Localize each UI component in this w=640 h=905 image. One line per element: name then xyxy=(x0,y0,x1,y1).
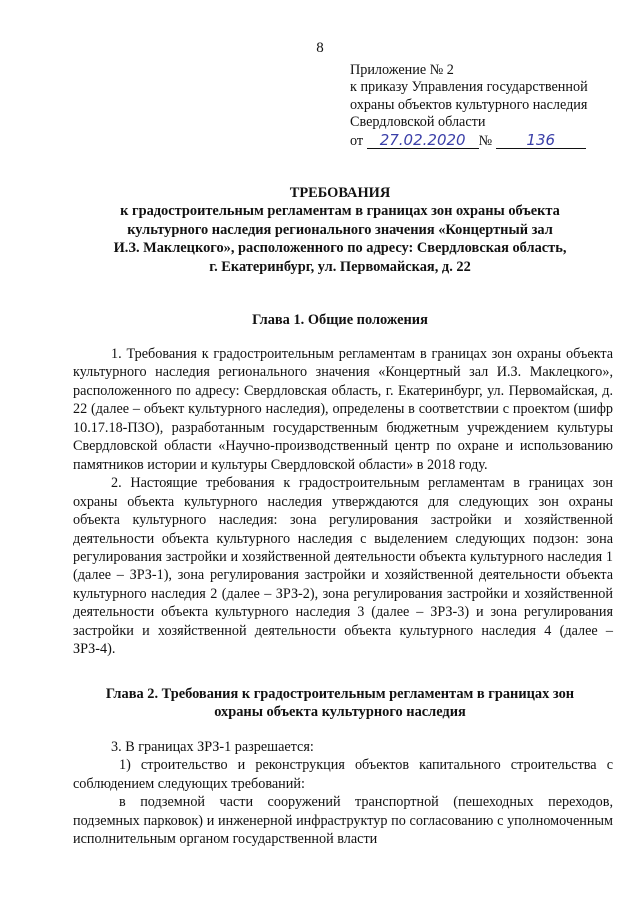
chapter1-heading: Глава 1. Общие положения xyxy=(252,312,428,328)
chapter2-body xyxy=(73,738,613,849)
handwritten-date: 27.02.2020 xyxy=(379,130,466,149)
page-number: 8 xyxy=(316,40,324,56)
date-field xyxy=(367,132,479,149)
title-line: ТРЕБОВАНИЯ xyxy=(289,185,391,201)
title-line: г. Екатеринбург, ул. Первомайская, д. 22 xyxy=(209,258,471,275)
document-title xyxy=(60,184,620,276)
chapter2-heading-line: охраны объекта культурного наследия xyxy=(214,704,466,721)
number-label: № xyxy=(478,132,493,149)
paragraph-1: 1. Требования к градостроительным регламентам в границах зон охраны объекта культурного наследия регионального значения «Концертный зал И.З. Маклецкого», расположенного по адресу: Свердловская область, г. Екатеринбург, ул. Первомайская, д. 22 (далее – объект культурного наследия), определены в соответствии с проектом (шифр 10.17.18-ПЗО), разработанным государственным бюджетным учреждением культуры Свердловской области «Научно-производственный центр по охране и использованию памятников истории и культуры Свердловской области» в 2018 году. xyxy=(73,346,613,473)
title-line: культурного наследия регионального значения «Концертный зал xyxy=(127,221,553,238)
sub-item: в подземной части сооружений транспортной (пешеходных переходов, подземных парковок) и инженерной инфраструктур по согласованию с уполномоченным исполнительным органом государственной власти xyxy=(73,794,613,848)
paragraph-3: 3. В границах ЗРЗ-1 разрешается: xyxy=(111,739,314,755)
number-field xyxy=(496,132,586,149)
chapter2-heading-line: Глава 2. Требования к градостроительным регламентам в границах зон xyxy=(105,686,575,702)
appendix-line: к приказу Управления государственной xyxy=(350,79,588,96)
appendix-line: Свердловской области xyxy=(350,114,486,131)
appendix-line: Приложение № 2 xyxy=(350,62,454,78)
appendix-block xyxy=(350,62,630,150)
item-1: 1) строительство и реконструкция объектов капитального строительства с соблюдением следующих требований: xyxy=(73,757,613,792)
paragraph-2: 2. Настоящие требования к градостроительным регламентам в границах зон охраны объекта культурного наследия утверждаются для следующих зон охраны объекта культурного наследия: зона регулирования застройки и хозяйственной деятельности объекта культурного наследия с выделением следующих подзон: зона регулирования застройки и хозяйственной деятельности объекта культурного наследия 1 (далее – ЗРЗ-1), зона регулирования застройки и хозяйственной деятельности объекта культурного наследия 2 (далее – ЗРЗ-2), зона регулирования застройки и хозяйственной деятельности объекта культурного наследия 3 (далее – ЗРЗ-3) и зона регулирования застройки и хозяйственной деятельности объекта культурного наследия 4 (далее – ЗРЗ-4). xyxy=(73,475,613,658)
appendix-date-number-line xyxy=(350,132,630,150)
title-line: к градостроительным регламентам в границах зон охраны объекта xyxy=(120,203,560,220)
appendix-line: охраны объектов культурного наследия xyxy=(350,96,588,113)
chapter1-body xyxy=(73,345,613,659)
handwritten-number: 136 xyxy=(526,130,556,149)
chapter2-heading xyxy=(60,685,620,722)
from-label: от xyxy=(350,132,364,149)
title-line: И.З. Маклецкого», расположенного по адресу: Свердловская область, xyxy=(113,240,567,257)
